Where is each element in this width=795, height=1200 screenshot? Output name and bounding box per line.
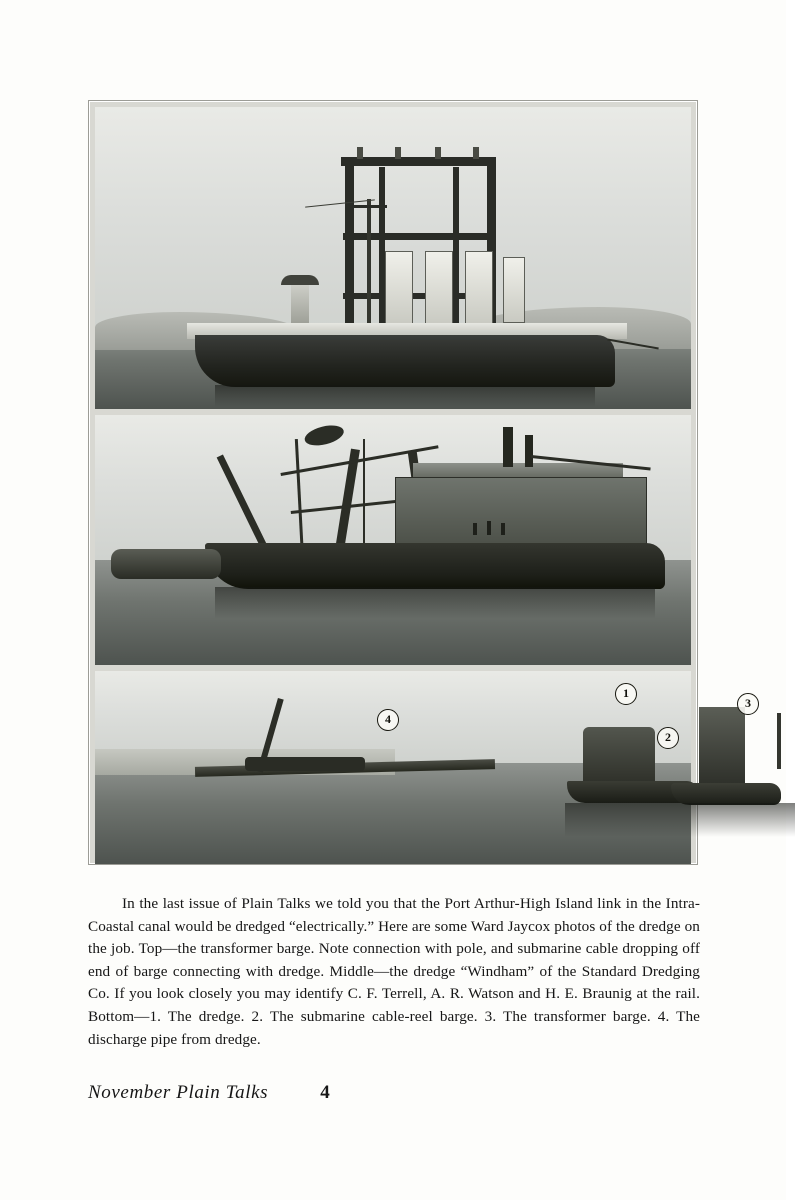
barges-reflection [565, 803, 795, 837]
footer-publication-title: November Plain Talks [88, 1082, 269, 1103]
dredge-hull [205, 543, 665, 589]
caption-block [88, 893, 700, 1051]
page-footer [88, 1082, 700, 1104]
transformer-barge-frame [699, 707, 745, 785]
transformer-unit-1 [385, 251, 413, 325]
gantry-beam-top [341, 157, 493, 166]
shore-pole [777, 713, 781, 769]
transformer-unit-3 [465, 251, 493, 325]
callout-3-transformer-barge: 3 [737, 693, 759, 715]
deck-cabin [291, 283, 309, 327]
transformer-unit-4 [503, 257, 525, 323]
photo-operation-overview [95, 671, 751, 864]
callout-4-discharge-pipe: 4 [377, 709, 399, 731]
connection-pole [367, 199, 371, 327]
figure-at-rail-1 [473, 523, 477, 535]
mast [503, 427, 513, 467]
smoke-stack [525, 435, 533, 467]
gantry-post-inner-right [453, 167, 459, 335]
insulator-1 [357, 147, 363, 159]
dredge [583, 727, 655, 789]
insulator-3 [435, 147, 441, 159]
callout-1-dredge: 1 [615, 683, 637, 705]
gantry-beam-middle [343, 233, 491, 240]
hoist-drum [281, 275, 319, 285]
transformer-unit-2 [425, 251, 453, 325]
insulator-2 [395, 147, 401, 159]
transformer-barge [671, 783, 781, 805]
photo-plate [88, 100, 751, 865]
photo-dredge-windham [95, 415, 691, 665]
dredge-deck-left [245, 757, 365, 771]
insulator-4 [473, 147, 479, 159]
hoist-cable-right [363, 439, 365, 559]
deckhouse [395, 477, 647, 551]
hull-reflection [215, 587, 655, 619]
pole-crossarm [353, 205, 387, 208]
caption-text: In the last issue of Plain Talks we told you that the Port Arthur-High Island link in the Intra-Coastal canal would be dredged “electrically.” Here are some Ward Jaycox photos of the dredge on the job. Top—the transformer barge. Note connection with pole, and submarine cable dropping off end of barge connecting with dredge. Middle—the dredge “Windham” of the Standard Dredging Co. If you look closely you may identify C. F. Terrell, A. R. Watson and H. E. Braunig at the rail. Bottom—1. The dredge. 2. The submarine cable-reel barge. 3. The transformer barge. 4. The discharge pipe from dredge. [88, 895, 700, 1048]
barge-hull [195, 335, 615, 387]
figure-at-rail-2 [487, 521, 491, 535]
footer-page-number: 4 [320, 1082, 330, 1103]
tender-barge [111, 549, 221, 579]
gantry-post-left [345, 157, 354, 337]
figure-at-rail-3 [501, 523, 505, 535]
callout-2-cable-reel-barge: 2 [657, 727, 679, 749]
photo-transformer-barge [95, 107, 691, 409]
hull-reflection [215, 385, 595, 407]
